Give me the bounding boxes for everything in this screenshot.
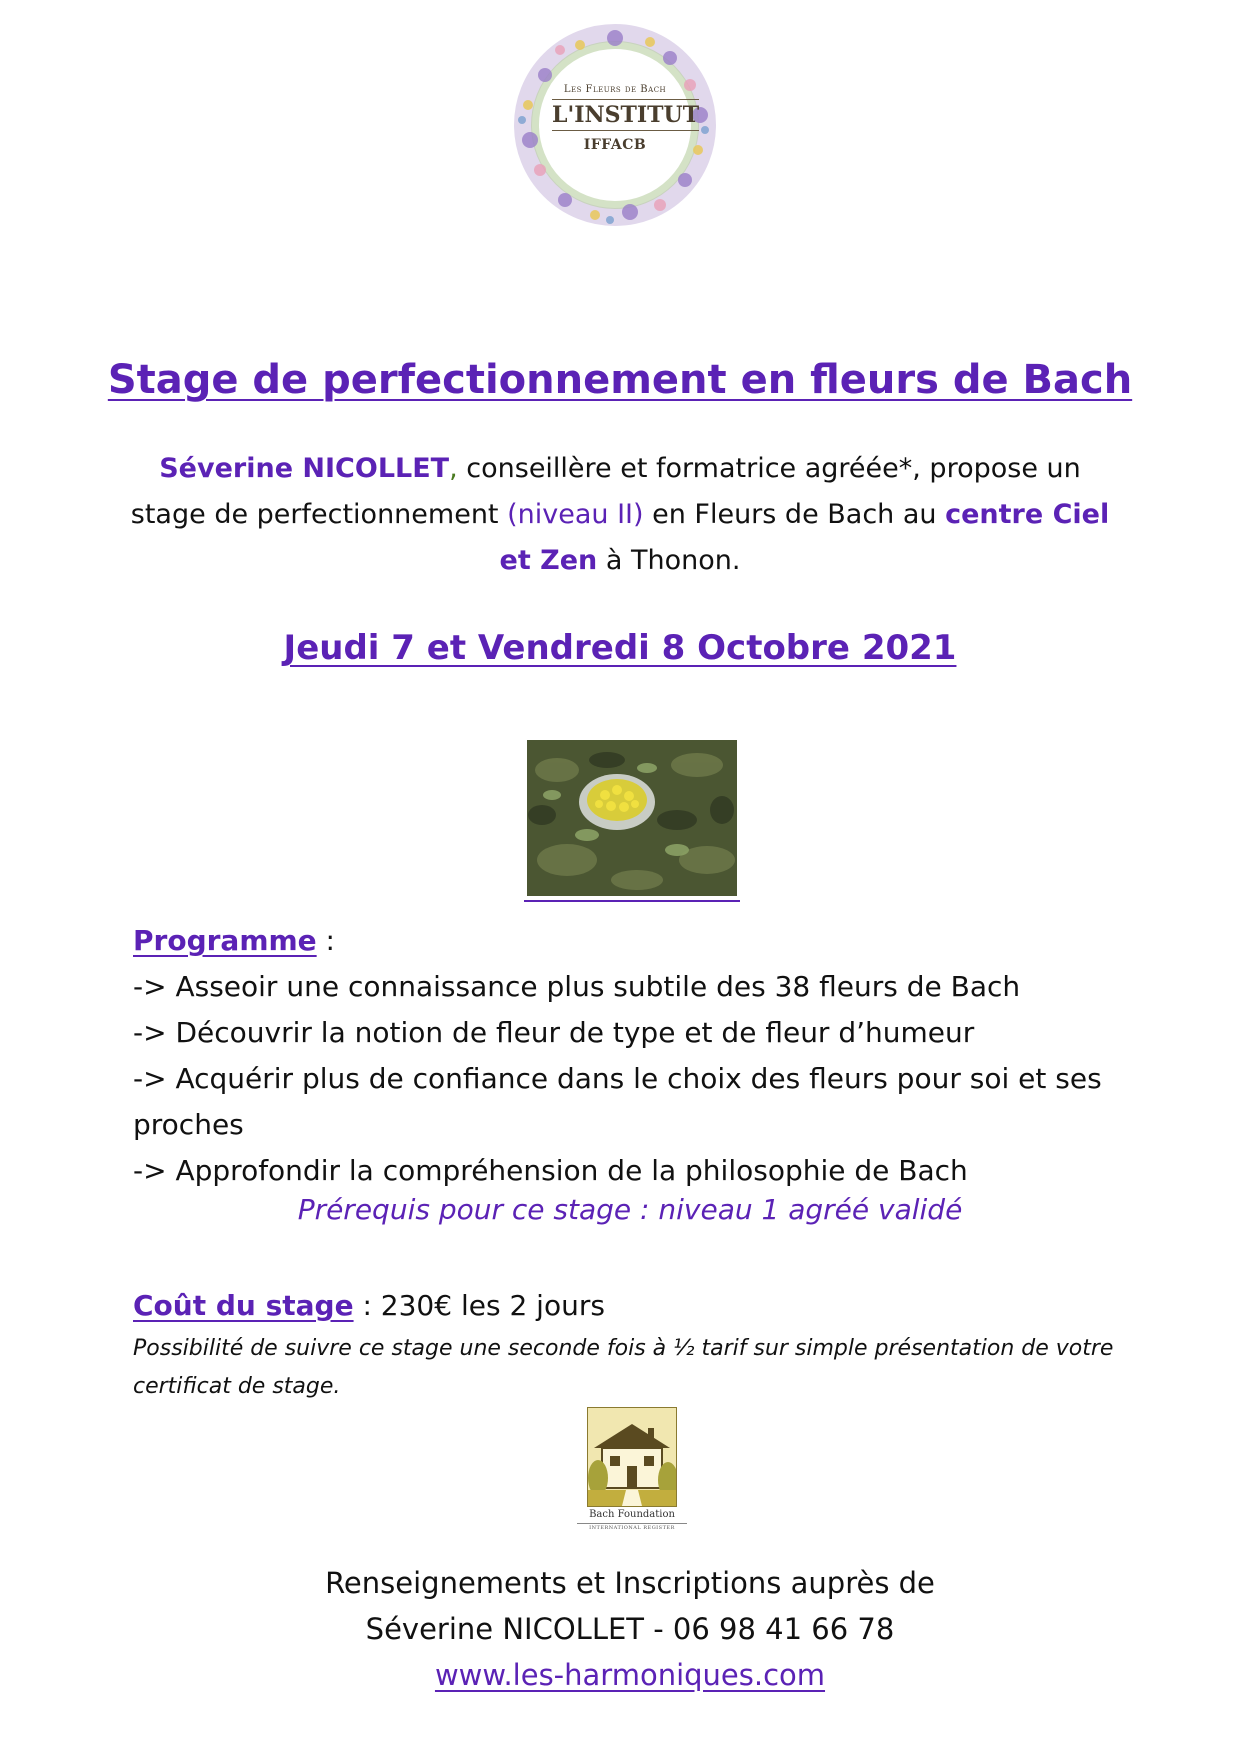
bach-foundation-subcaption: INTERNATIONAL REGISTER — [577, 1523, 687, 1531]
intro-comma: , — [449, 453, 458, 484]
website-link[interactable]: www.les-harmoniques.com — [434, 1658, 826, 1692]
course-dates-text: Jeudi 7 et Vendredi 8 Octobre 2021 — [283, 628, 957, 668]
programme-heading: Programme — [133, 924, 317, 957]
level-label: (niveau II) — [507, 499, 644, 530]
institut-logo — [510, 20, 720, 230]
programme-colon: : — [316, 924, 335, 957]
cost-value: : 230€ les 2 jours — [353, 1289, 605, 1322]
bach-foundation-caption: Bach Foundation — [589, 1509, 675, 1520]
cost-heading: Coût du stage — [133, 1289, 354, 1322]
bach-house-icon — [587, 1407, 677, 1507]
page-title — [0, 357, 1240, 403]
logo-line-1: Les Fleurs de Bach — [563, 84, 667, 95]
plate-of-flowers-image — [527, 740, 737, 896]
programme-section — [133, 918, 1133, 1194]
course-dates — [0, 628, 1240, 668]
page-title-text: Stage de perfectionnement en fleurs de Bach — [107, 357, 1133, 403]
contact-line-1: Renseignements et Inscriptions auprès de — [325, 1566, 935, 1600]
trainer-name: Séverine NICOLLET — [159, 453, 450, 484]
programme-heading-line — [133, 918, 1133, 964]
bach-foundation-logo — [587, 1407, 677, 1531]
photo-underline — [524, 900, 740, 902]
contact-section — [0, 1560, 1240, 1698]
intro-text-2: en Fleurs de Bach au — [643, 499, 946, 530]
logo-line-2: L'INSTITUT — [552, 99, 699, 131]
contact-line-2: Séverine NICOLLET - 06 98 41 66 78 — [365, 1612, 895, 1646]
intro-paragraph — [120, 446, 1120, 584]
intro-text-1: conseillère et formatrice agréée*, propose un stage de perfectionnement — [130, 453, 1081, 530]
programme-item: -> Asseoir une connaissance plus subtile des 38 fleurs de Bach — [133, 970, 1021, 1003]
venue-name: centre Ciel et Zen — [499, 499, 1110, 576]
programme-item: -> Acquérir plus de confiance dans le choix des fleurs pour soi et ses proches — [133, 1062, 1102, 1141]
logo-line-3: IFFACB — [583, 137, 647, 153]
flower-photo — [527, 740, 737, 896]
cost-note: Possibilité de suivre ce stage une seconde fois à ½ tarif sur simple présentation de votre certificat de stage. — [133, 1336, 1114, 1399]
intro-text-3: à Thonon. — [597, 545, 741, 576]
prerequisite-note: Prérequis pour ce stage : niveau 1 agréé validé — [297, 1193, 963, 1226]
programme-item: -> Approfondir la compréhension de la philosophie de Bach — [133, 1154, 968, 1187]
cost-line — [133, 1283, 605, 1329]
programme-item: -> Découvrir la notion de fleur de type et de fleur d’humeur — [133, 1016, 975, 1049]
